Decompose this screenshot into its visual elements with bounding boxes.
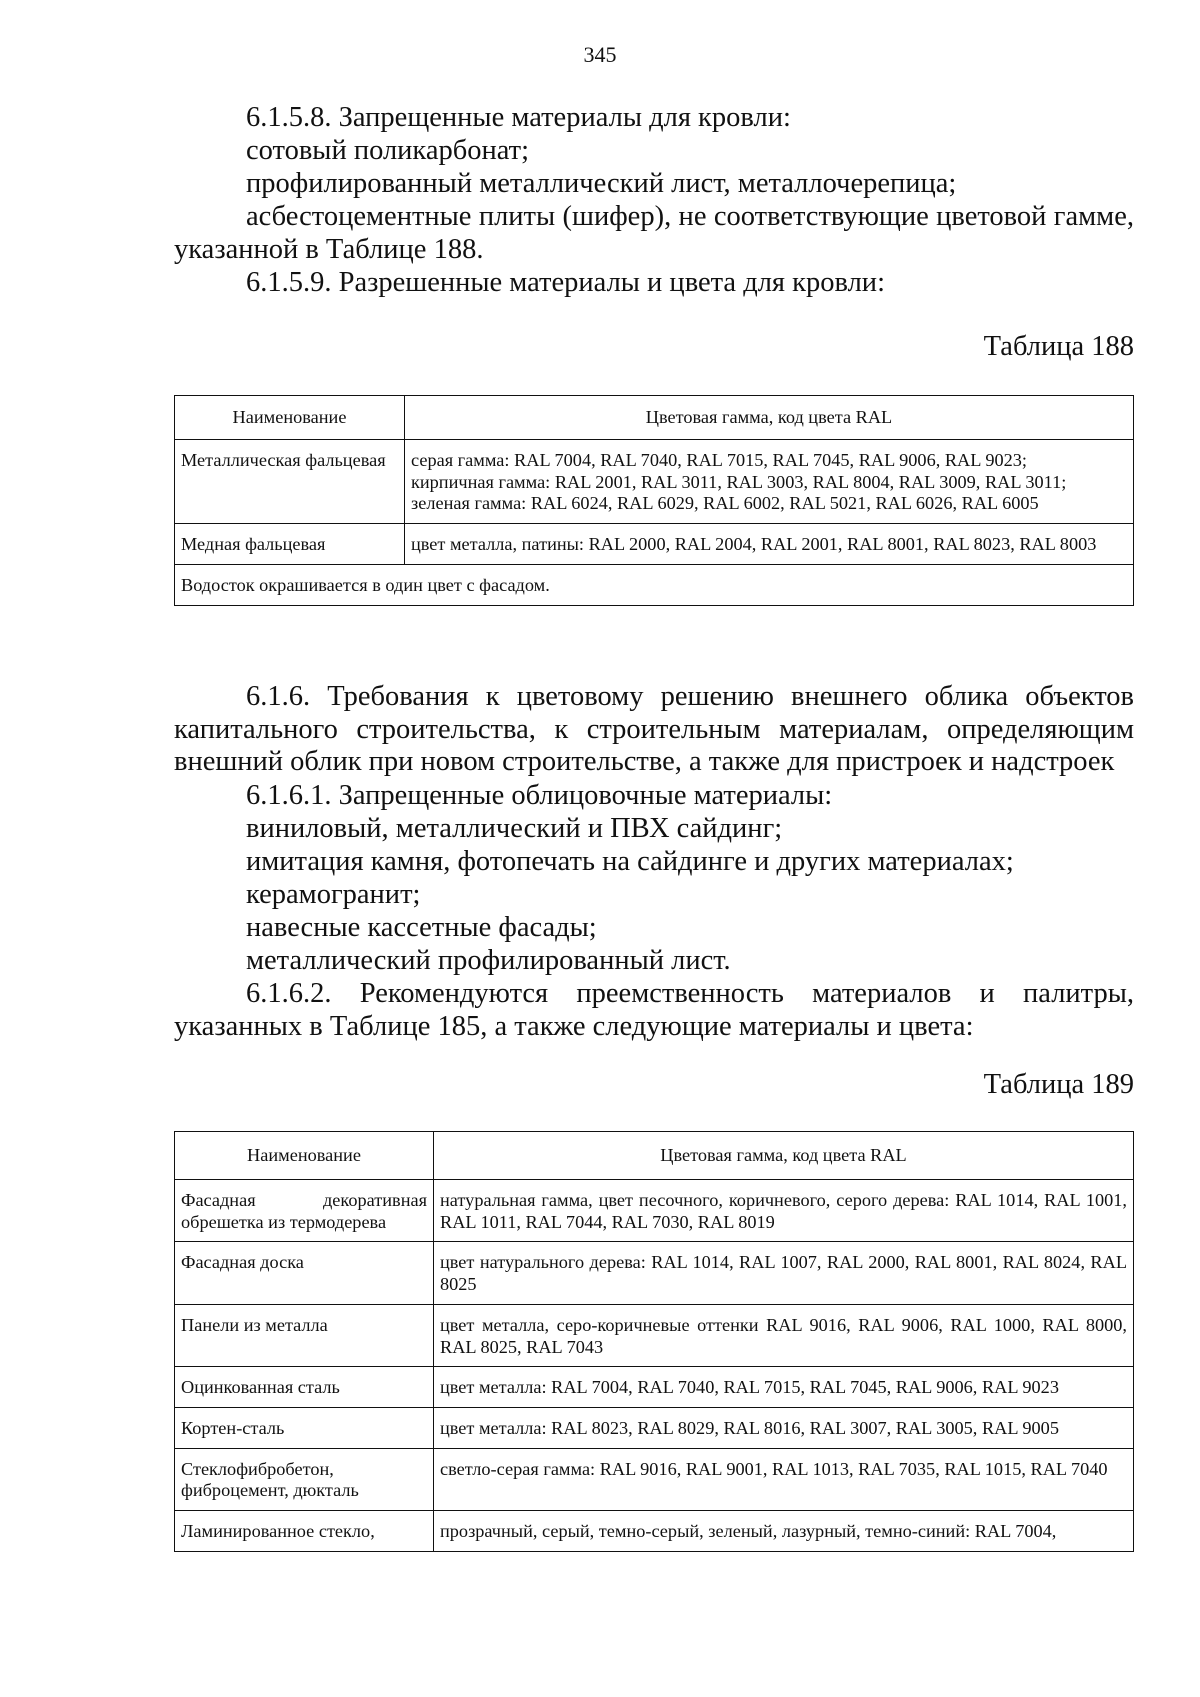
table-row bbox=[175, 440, 1134, 524]
row-name: Оцинкованная сталь bbox=[175, 1367, 434, 1408]
table-row bbox=[175, 1242, 1134, 1304]
table-188-caption: Таблица 188 bbox=[983, 331, 1134, 362]
table-row bbox=[175, 524, 1134, 565]
facade-recommended-paragraph: 6.1.6.2. Рекомендуются преемственность материалов и палитры, указанных в Таблице 185, а также следующие материалы и цвета: bbox=[174, 978, 1134, 1042]
table-header-row bbox=[175, 1132, 1134, 1180]
roof-prohibited-item-last: асбестоцементные плиты (шифер), не соответствующие цветовой гамме, указанной в Таблице 188. bbox=[174, 201, 1134, 265]
row-colors: цвет металла: RAL 8023, RAL 8029, RAL 8016, RAL 3007, RAL 3005, RAL 9005 bbox=[434, 1407, 1134, 1448]
page-number: 345 bbox=[583, 42, 617, 67]
table-row bbox=[175, 1511, 1134, 1552]
table-row bbox=[175, 1448, 1134, 1510]
row-colors: натуральная гамма, цвет песочного, коричневого, серого дерева: RAL 1014, RAL 1001, RAL 1011, RAL 7044, RAL 7030, RAL 8019 bbox=[434, 1180, 1134, 1242]
row-colors: цвет натурального дерева: RAL 1014, RAL 1007, RAL 2000, RAL 8001, RAL 8024, RAL 8025 bbox=[434, 1242, 1134, 1304]
column-header-name: Наименование bbox=[175, 396, 405, 440]
color-gamut-green: зеленая гамма: RAL 6024, RAL 6029, RAL 6002, RAL 5021, RAL 6026, RAL 6005 bbox=[411, 493, 1039, 514]
column-header-colors: Цветовая гамма, код цвета RAL bbox=[434, 1132, 1134, 1180]
table-footnote-row bbox=[175, 564, 1134, 605]
table-189-caption: Таблица 189 bbox=[983, 1069, 1134, 1100]
facade-requirements-heading: 6.1.6. Требования к цветовому решению внешнего облика объектов капитального строительства, к строительным материалам, определяющим внешний облик при новом строительстве, а также для пристроек и надстроек bbox=[174, 681, 1134, 778]
facade-prohibited-item: керамогранит; bbox=[246, 879, 421, 910]
row-colors bbox=[405, 440, 1134, 524]
facade-prohibited-item: имитация камня, фотопечать на сайдинге и других материалах; bbox=[246, 846, 1014, 877]
color-gamut-gray: серая гамма: RAL 7004, RAL 7040, RAL 7015, RAL 7045, RAL 9006, RAL 9023; bbox=[411, 450, 1027, 470]
roof-prohibited-item: сотовый поликарбонат; bbox=[246, 135, 530, 166]
facade-prohibited-heading: 6.1.6.1. Запрещенные облицовочные материалы: bbox=[246, 780, 833, 811]
row-name: Стеклофибробетон, фиброцемент, дюкталь bbox=[175, 1448, 434, 1510]
row-name: Медная фальцевая bbox=[175, 524, 405, 565]
roof-prohibited-heading: 6.1.5.8. Запрещенные материалы для кровли: bbox=[246, 102, 791, 133]
row-colors: цвет металла, серо-коричневые оттенки RAL 9016, RAL 9006, RAL 1000, RAL 8000, RAL 8025, RAL 7043 bbox=[434, 1304, 1134, 1366]
row-colors: прозрачный, серый, темно-серый, зеленый, лазурный, темно-синий: RAL 7004, bbox=[434, 1511, 1134, 1552]
column-header-name: Наименование bbox=[175, 1132, 434, 1180]
row-colors: цвет металла, патины: RAL 2000, RAL 2004, RAL 2001, RAL 8001, RAL 8023, RAL 8003 bbox=[405, 524, 1134, 565]
row-name: Панели из металла bbox=[175, 1304, 434, 1366]
row-name: Металлическая фальцевая bbox=[175, 440, 405, 524]
color-gamut-brick: кирпичная гамма: RAL 2001, RAL 3011, RAL 3003, RAL 8004, RAL 3009, RAL 3011; bbox=[411, 471, 1067, 492]
row-name: Фасадная доска bbox=[175, 1242, 434, 1304]
row-colors: светло-серая гамма: RAL 9016, RAL 9001, RAL 1013, RAL 7035, RAL 1015, RAL 7040 bbox=[434, 1448, 1134, 1510]
table-header-row bbox=[175, 396, 1134, 440]
roof-allowed-heading: 6.1.5.9. Разрешенные материалы и цвета для кровли: bbox=[246, 267, 885, 298]
facade-prohibited-item: металлический профилированный лист. bbox=[246, 945, 731, 976]
table-row bbox=[175, 1367, 1134, 1408]
table-row bbox=[175, 1407, 1134, 1448]
row-name: Кортен-сталь bbox=[175, 1407, 434, 1448]
roof-prohibited-item: профилированный металлический лист, металлочерепица; bbox=[246, 168, 957, 199]
table-row bbox=[175, 1180, 1134, 1242]
row-name: Фасадная декоративная обрешетка из термодерева bbox=[175, 1180, 434, 1242]
row-name: Ламинированное стекло, bbox=[175, 1511, 434, 1552]
table-row bbox=[175, 1304, 1134, 1366]
table-footnote: Водосток окрашивается в один цвет с фасадом. bbox=[175, 564, 1134, 605]
facade-prohibited-item: навесные кассетные фасады; bbox=[246, 912, 597, 943]
facade-prohibited-item: виниловый, металлический и ПВХ сайдинг; bbox=[246, 813, 783, 844]
row-colors: цвет металла: RAL 7004, RAL 7040, RAL 7015, RAL 7045, RAL 9006, RAL 9023 bbox=[434, 1367, 1134, 1408]
table-188 bbox=[174, 395, 1134, 606]
column-header-colors: Цветовая гамма, код цвета RAL bbox=[405, 396, 1134, 440]
table-189 bbox=[174, 1131, 1134, 1552]
